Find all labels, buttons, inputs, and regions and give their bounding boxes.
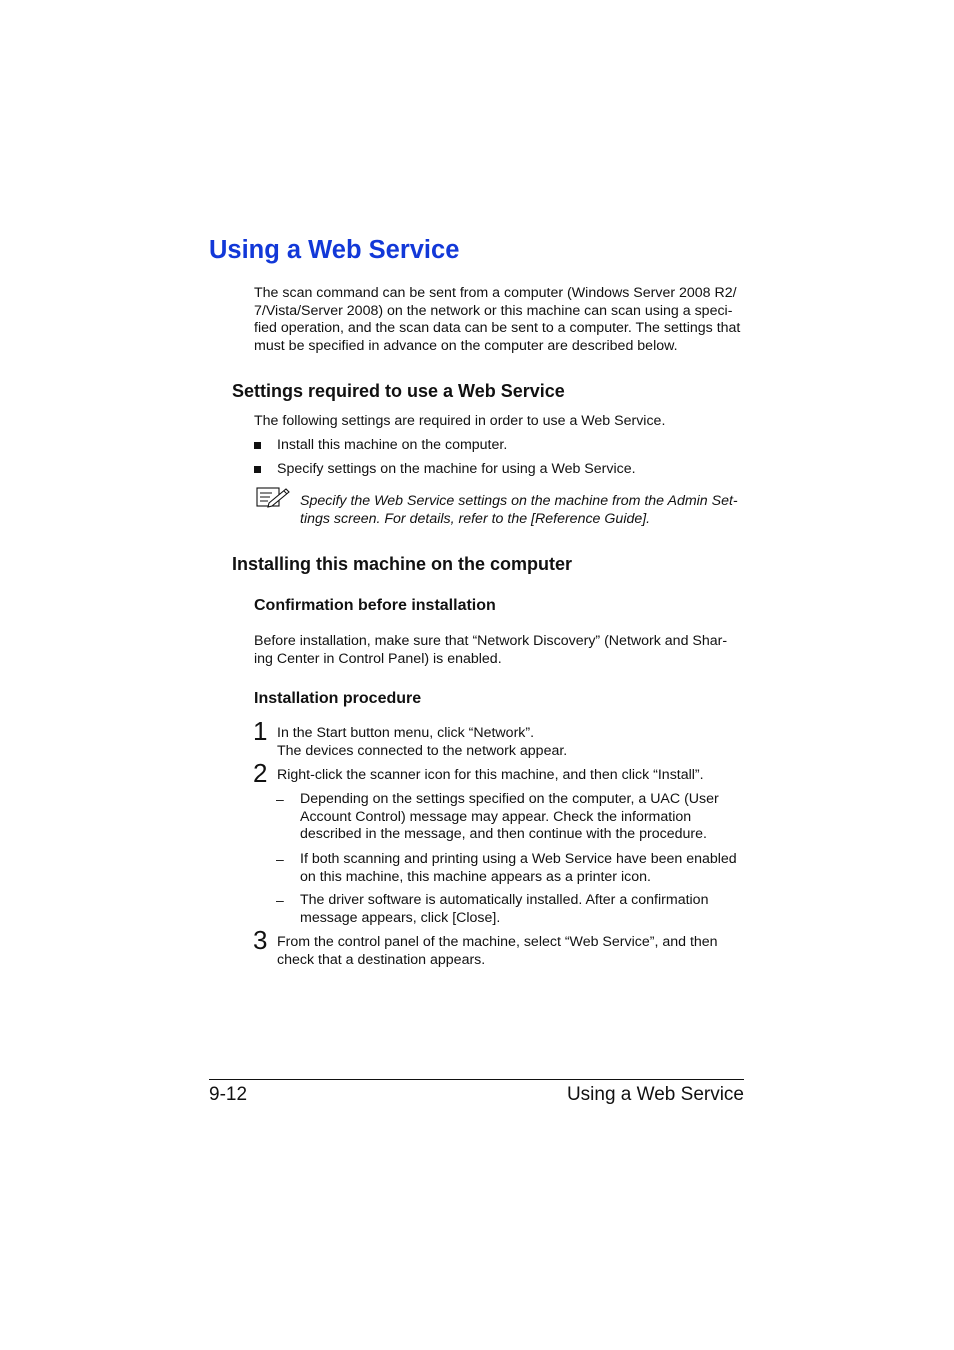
settings-lead: The following settings are required in order to use a Web Service. <box>254 413 666 429</box>
bullet-item: Install this machine on the computer. <box>277 437 508 453</box>
step-line: Right-click the scanner icon for this machine, and then click “Install”. <box>277 767 704 783</box>
note-text <box>300 493 738 528</box>
subheading-confirmation: Confirmation before installation <box>254 597 496 614</box>
intro-line: must be specified in advance on the computer are described below. <box>254 337 678 354</box>
step-text <box>277 934 718 969</box>
dash-line: described in the message, and then continue with the procedure. <box>300 826 707 843</box>
section-heading-installing: Installing this machine on the computer <box>232 554 573 574</box>
dash-line: Depending on the settings specified on the computer, a UAC (User <box>300 791 719 807</box>
intro-line: The scan command can be sent from a computer (Windows Server 2008 R2/ <box>254 285 737 301</box>
step-line: The devices connected to the network appear. <box>277 742 568 759</box>
note-line: Specify the Web Service settings on the machine from the Admin Set- <box>300 493 738 509</box>
confirmation-line: Before installation, make sure that “Network Discovery” (Network and Shar- <box>254 633 728 649</box>
bullet-square-icon <box>254 442 261 449</box>
confirmation-text <box>254 633 727 668</box>
dash-line: on this machine, this machine appears as a printer icon. <box>300 868 651 885</box>
footer-page-number: 9-12 <box>209 1084 248 1105</box>
dash-line: If both scanning and printing using a Web Service have been enabled <box>300 851 737 867</box>
dash-mark: – <box>276 851 284 867</box>
dash-line: Account Control) message may appear. Check the information <box>300 808 692 825</box>
step-line: In the Start button menu, click “Network”. <box>277 725 535 741</box>
footer-section-title: Using a Web Service <box>566 1084 744 1105</box>
bullet-square-icon <box>254 466 261 473</box>
note-line: tings screen. For details, refer to the [Reference Guide]. <box>300 510 651 527</box>
intro-line: 7/Vista/Server 2008) on the network or this machine can scan using a speci- <box>254 302 733 319</box>
step-number: 1 <box>253 716 268 746</box>
intro-line: fied operation, and the scan data can be sent to a computer. The settings that <box>254 320 741 337</box>
confirmation-line: ing Center in Control Panel) is enabled. <box>254 650 502 667</box>
dash-item <box>300 791 719 844</box>
step-line: check that a destination appears. <box>277 951 486 968</box>
footer-divider <box>209 1079 744 1080</box>
subheading-procedure: Installation procedure <box>254 690 422 707</box>
page-title: Using a Web Service <box>209 236 460 264</box>
section-heading-settings: Settings required to use a Web Service <box>232 381 565 401</box>
dash-item <box>300 851 737 886</box>
intro-paragraph <box>254 285 740 355</box>
step-text <box>277 767 704 785</box>
dash-item <box>300 892 708 927</box>
dash-mark: – <box>276 791 284 807</box>
bullet-item: Specify settings on the machine for using a Web Service. <box>277 461 636 477</box>
step-number: 2 <box>253 758 268 788</box>
dash-line: message appears, click [Close]. <box>300 909 501 926</box>
dash-mark: – <box>276 892 284 908</box>
step-line: From the control panel of the machine, select “Web Service”, and then <box>277 934 718 950</box>
step-number: 3 <box>253 925 268 955</box>
note-pencil-icon <box>256 486 290 508</box>
step-text <box>277 725 567 760</box>
dash-line: The driver software is automatically installed. After a confirmation <box>300 892 709 908</box>
